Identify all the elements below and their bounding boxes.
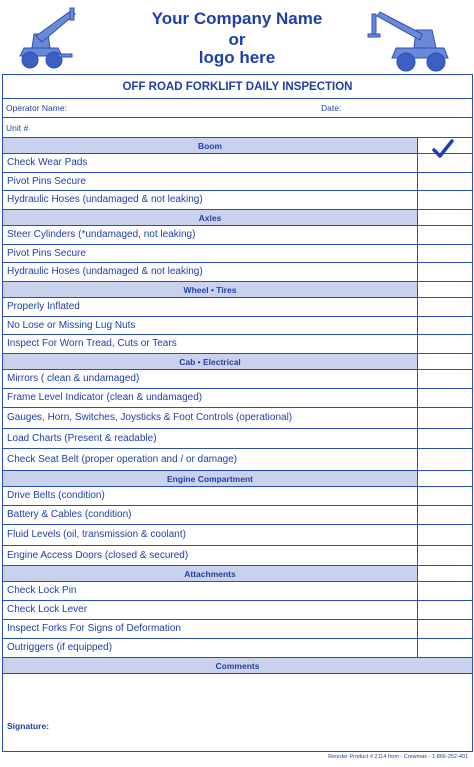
inspection-item-label: Frame Level Indicator (clean & undamaged) xyxy=(7,392,203,403)
inspection-item-label: Outriggers (if equipped) xyxy=(7,642,113,653)
inspection-checkbox[interactable] xyxy=(417,298,472,316)
check-column-cell xyxy=(417,282,472,297)
inspection-item-label: No Lose or Missing Lug Nuts xyxy=(7,320,136,331)
inspection-checkbox[interactable] xyxy=(417,317,472,334)
inspection-item xyxy=(3,506,472,525)
inspection-checkbox[interactable] xyxy=(417,525,472,545)
unit-label: Unit # xyxy=(6,123,29,133)
section-header xyxy=(3,471,472,487)
inspection-item xyxy=(3,154,472,173)
inspection-item xyxy=(3,620,472,639)
inspection-item xyxy=(3,408,472,429)
inspection-item-label: Check Seat Belt (proper operation and / or damage) xyxy=(7,454,238,465)
inspection-item xyxy=(3,173,472,191)
inspection-item-label: Engine Access Doors (closed & secured) xyxy=(7,550,189,561)
inspection-item-label: Gauges, Horn, Switches, Joysticks & Foot Controls (operational) xyxy=(7,412,293,423)
inspection-checkbox[interactable] xyxy=(417,173,472,190)
inspection-item xyxy=(3,370,472,389)
comments-label: Comments xyxy=(215,661,260,671)
inspection-item-label: Check Lock Pin xyxy=(7,585,77,596)
header xyxy=(0,0,474,74)
inspection-item-label: Inspect For Worn Tread, Cuts or Tears xyxy=(7,338,177,349)
inspection-item xyxy=(3,298,472,317)
inspection-item xyxy=(3,449,472,471)
date-label: Date: xyxy=(321,103,342,113)
inspection-checkbox[interactable] xyxy=(417,370,472,388)
inspection-checkbox[interactable] xyxy=(417,408,472,428)
inspection-item-label: Properly Inflated xyxy=(7,301,80,312)
inspection-item xyxy=(3,487,472,506)
inspection-item xyxy=(3,429,472,449)
inspection-checkbox[interactable] xyxy=(417,620,472,638)
inspection-checkbox[interactable] xyxy=(417,191,472,209)
unit-row[interactable] xyxy=(3,118,472,138)
section-header xyxy=(3,138,472,154)
inspection-item-label: Pivot Pins Secure xyxy=(7,248,86,259)
inspection-item xyxy=(3,582,472,601)
inspection-item xyxy=(3,317,472,335)
form-title: OFF ROAD FORKLIFT DAILY INSPECTION xyxy=(3,75,472,99)
section-title: Engine Compartment xyxy=(167,474,253,484)
inspection-item xyxy=(3,639,472,658)
inspection-item xyxy=(3,191,472,210)
checkmark-icon xyxy=(432,139,454,159)
inspection-item-label: Check Lock Lever xyxy=(7,604,88,615)
inspection-checkbox[interactable] xyxy=(417,449,472,470)
inspection-checkbox[interactable] xyxy=(417,506,472,524)
comments-area[interactable] xyxy=(3,674,472,714)
inspection-item xyxy=(3,335,472,354)
operator-date-row[interactable] xyxy=(3,99,472,118)
inspection-item-label: Steer Cylinders (*undamaged, not leaking) xyxy=(7,229,196,240)
inspection-item-label: Mirrors ( clean & undamaged) xyxy=(7,373,140,384)
inspection-form xyxy=(2,74,473,752)
inspection-item xyxy=(3,263,472,282)
inspection-item-label: Check Wear Pads xyxy=(7,157,88,168)
inspection-item-label: Fluid Levels (oil, transmission & coolant) xyxy=(7,529,186,540)
section-header xyxy=(3,210,472,226)
section-title: Cab • Electrical xyxy=(179,357,241,367)
check-column-cell xyxy=(417,566,472,581)
inspection-item-label: Load Charts (Present & readable) xyxy=(7,433,157,444)
inspection-item xyxy=(3,601,472,620)
signature-label: Signature: xyxy=(7,721,50,731)
inspection-item xyxy=(3,226,472,245)
inspection-item-label: Battery & Cables (condition) xyxy=(7,509,132,520)
section-title: Boom xyxy=(197,141,223,151)
inspection-item-label: Hydraulic Hoses (undamaged & not leaking) xyxy=(7,194,203,205)
section-header xyxy=(3,354,472,370)
inspection-checkbox[interactable] xyxy=(417,639,472,657)
inspection-checkbox[interactable] xyxy=(417,487,472,505)
section-title: Axles xyxy=(198,213,222,223)
section-header xyxy=(3,566,472,582)
inspection-checkbox[interactable] xyxy=(417,226,472,244)
inspection-item-label: Hydraulic Hoses (undamaged & not leaking) xyxy=(7,266,203,277)
inspection-checkbox[interactable] xyxy=(417,245,472,262)
section-title: Attachments xyxy=(184,569,236,579)
inspection-checkbox[interactable] xyxy=(417,546,472,565)
inspection-item xyxy=(3,245,472,263)
telehandler-left-icon xyxy=(14,4,80,74)
company-name: Your Company Name xyxy=(151,9,323,28)
inspection-checkbox[interactable] xyxy=(417,389,472,407)
section-title: Wheel • Tires xyxy=(183,285,237,295)
inspection-checkbox[interactable] xyxy=(417,335,472,353)
check-column-cell xyxy=(417,210,472,225)
company-or: or xyxy=(228,30,246,49)
logo-placeholder: logo here xyxy=(198,48,276,67)
inspection-item-label: Pivot Pins Secure xyxy=(7,176,86,187)
inspection-item xyxy=(3,389,472,408)
check-column-cell xyxy=(417,471,472,486)
inspection-item xyxy=(3,525,472,546)
reorder-footer: Reorder Product # 2114 from - Crewmax - 1-866-252-401 xyxy=(328,754,468,760)
section-header xyxy=(3,282,472,298)
inspection-item xyxy=(3,546,472,566)
inspection-item-label: Drive Belts (condition) xyxy=(7,490,105,501)
operator-label: Operator Name: xyxy=(6,103,67,113)
inspection-checkbox[interactable] xyxy=(417,601,472,619)
telehandler-right-icon xyxy=(366,4,452,74)
inspection-item-label: Inspect Forks For Signs of Deformation xyxy=(7,623,181,634)
inspection-checkbox[interactable] xyxy=(417,429,472,448)
comments-header xyxy=(3,658,472,674)
check-column-cell xyxy=(417,354,472,369)
inspection-checkbox[interactable] xyxy=(417,263,472,281)
inspection-checkbox[interactable] xyxy=(417,582,472,600)
